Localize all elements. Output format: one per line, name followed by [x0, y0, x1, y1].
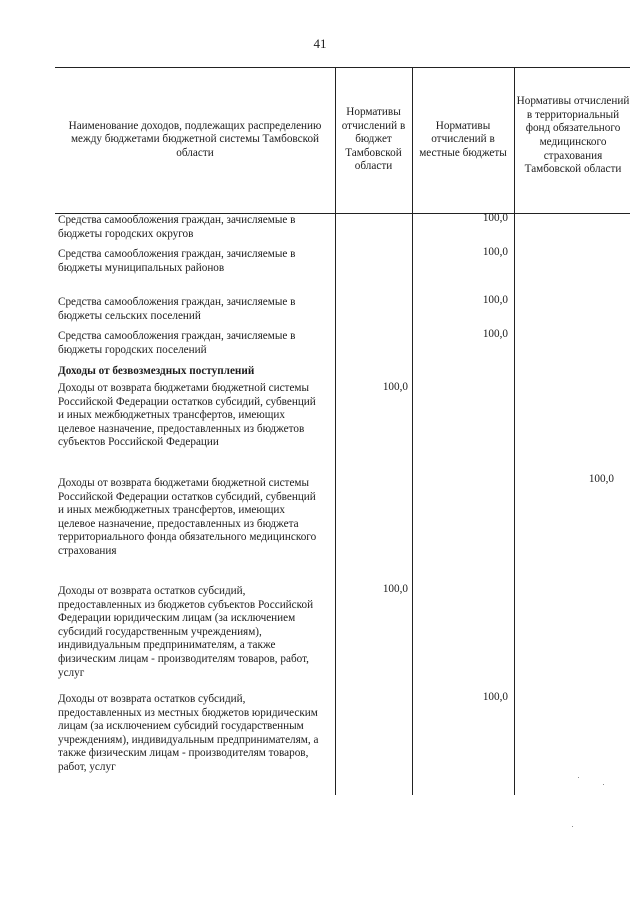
header-fund: Нормативы отчислений в территориальный фонд обязательного медицинского страхования Тамбовской области — [516, 95, 630, 176]
header-local: Нормативы отчислений в местные бюджеты — [419, 119, 507, 159]
row-local-value: 100,0 — [482, 691, 508, 703]
column-divider-3 — [514, 67, 515, 795]
row-name: Средства самообложения граждан, зачисляемые в бюджеты муниципальных районов — [58, 248, 296, 274]
row-name: Средства самообложения граждан, зачисляемые в бюджеты городских поселений — [58, 330, 296, 356]
row-regional-value: 100,0 — [382, 381, 408, 393]
row-name: Средства самообложения граждан, зачисляемые в бюджеты сельских поселений — [58, 296, 296, 322]
row-local-value: 100,0 — [482, 294, 508, 306]
row-name: Доходы от возврата бюджетами бюджетной системы Российской Федерации остатков субсидий, субвенций и иных межбюджетных трансфертов, имеющих целевое назначение, предоставленных из бюджетов субъектов Российской Федерации — [58, 382, 316, 449]
row-name: Доходы от возврата бюджетами бюджетной системы Российской Федерации остатков субсидий, субвенций и иных межбюджетных трансфертов, имеющих целевое назначение, предоставленных из бюджета территориального фонда обязательного медицинского страхования — [58, 477, 317, 557]
row-local-value: 100,0 — [482, 246, 508, 258]
row-name: Доходы от возврата остатков субсидий, предоставленных из бюджетов субъектов Российской Федерации юридическим лицам (за исключением субсидий государственным учреждениям), индивидуальным предпринимателям, а также физическим лицам - производителям товаров, работ, услуг — [58, 585, 314, 679]
header-regional: Нормативы отчислений в бюджет Тамбовской области — [341, 106, 406, 173]
row-fund-value: 100,0 — [588, 473, 614, 485]
row-local-value: 100,0 — [482, 212, 508, 224]
row-regional-value: 100,0 — [382, 583, 408, 595]
page-number: 41 — [313, 36, 327, 51]
column-divider-1 — [335, 67, 336, 795]
header-name: Наименование доходов, подлежащих распределению между бюджетами бюджетной системы Тамбовской области — [68, 119, 322, 159]
scan-speck — [578, 777, 579, 778]
row-name: Средства самообложения граждан, зачисляемые в бюджеты городских округов — [58, 214, 296, 240]
row-name: Доходы от возврата остатков субсидий, предоставленных из местных бюджетов юридическим лицам (за исключением субсидий государственным учреждениям), индивидуальным предпринимателям, а также физическим лицам - производителям товаров, работ, услуг — [58, 693, 319, 773]
section-heading: Доходы от безвозмездных поступлений — [58, 365, 255, 377]
scan-speck — [572, 826, 573, 827]
row-local-value: 100,0 — [482, 328, 508, 340]
column-divider-2 — [412, 67, 413, 795]
scan-speck — [603, 784, 604, 785]
